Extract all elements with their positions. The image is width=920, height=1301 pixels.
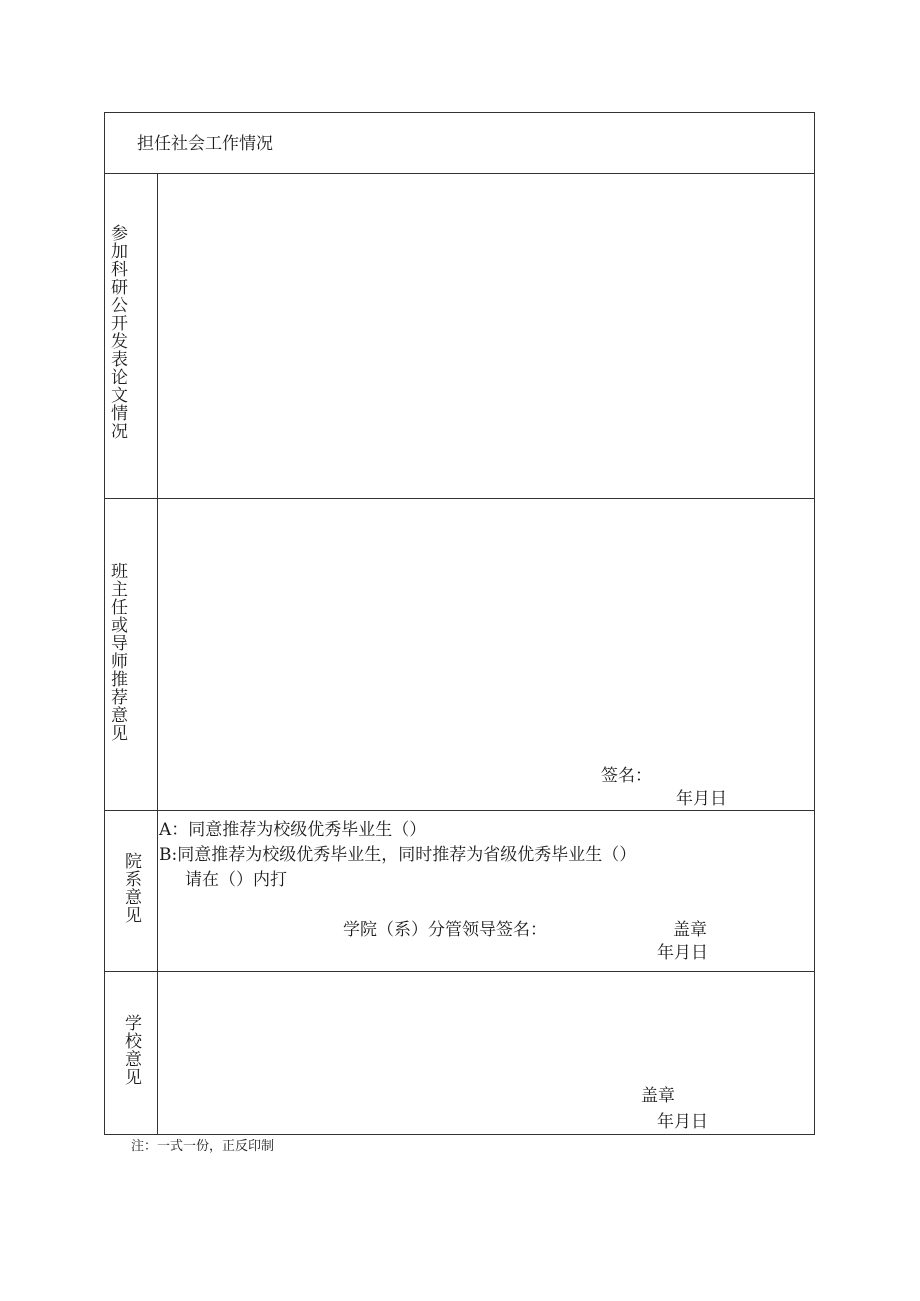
- school-seal-label: 盖章: [641, 1086, 675, 1106]
- footnote: 注：一式一份，正反印制: [131, 1139, 275, 1154]
- leader-signature-label: 学院（系）分管领导签名：: [343, 920, 547, 940]
- school-date-label: 年月日: [657, 1112, 708, 1132]
- check-instruction-text: 请在（）内打: [185, 870, 287, 890]
- row-divider: [104, 810, 815, 811]
- research-label: 参加科研公开发表论文情况: [107, 224, 127, 440]
- social-work-label: 担任社会工作情况: [137, 134, 273, 154]
- option-a-text: A：同意推荐为校级优秀毕业生（）: [159, 820, 427, 840]
- department-seal-label: 盖章: [673, 920, 707, 940]
- advisor-date-label: 年月日: [676, 789, 727, 809]
- department-opinion-label: 院系意见: [121, 852, 141, 924]
- school-content-area[interactable]: [158, 972, 814, 1082]
- department-date-label: 年月日: [657, 943, 708, 963]
- school-opinion-label: 学校意见: [121, 1014, 141, 1086]
- research-content-area[interactable]: [158, 174, 814, 498]
- advisor-recommendation-label: 班主任或导师推荐意见: [107, 562, 127, 742]
- option-b-text: B:同意推荐为校级优秀毕业生，同时推荐为省级优秀毕业生（）: [159, 845, 637, 865]
- advisor-signature-label: 签名：: [601, 766, 652, 786]
- advisor-content-area[interactable]: [158, 499, 814, 759]
